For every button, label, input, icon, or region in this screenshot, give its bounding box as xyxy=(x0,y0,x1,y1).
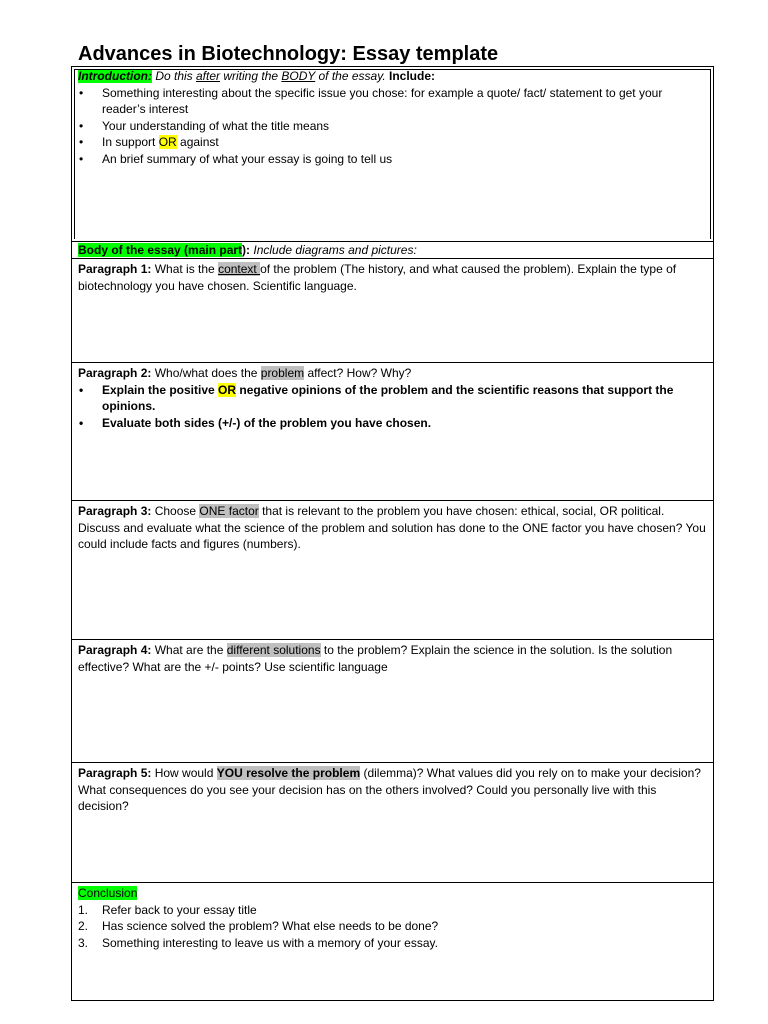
list-number: 2. xyxy=(78,919,89,933)
keyword-highlight: different solutions xyxy=(226,643,321,657)
body-section-header: Body of the essay (main part): Include diagrams and pictures: xyxy=(72,241,713,258)
list-item: 3. Something interesting to leave us with a memory of your essay. xyxy=(78,935,438,950)
paragraph-1-section: Paragraph 1: What is the context of the problem (The history, and what caused the problem). Explain the type of biotechnology you have chosen. Scientific language. xyxy=(72,258,713,362)
list-number: 1. xyxy=(78,902,89,917)
paragraph-4-section: Paragraph 4: What are the different solutions to the problem? Explain the science in the solution. Is the solution effective? What are the +/- points? Use scientific language xyxy=(72,639,713,762)
list-item: • Explain the positive OR negative opinions of the problem and the scientific reasons that support the opinions. xyxy=(79,382,674,413)
conclusion-list xyxy=(78,902,707,952)
keyword-highlight: problem xyxy=(260,366,305,380)
list-item: 2. Has science solved the problem? What else needs to be done? xyxy=(78,919,439,933)
conclusion-label: Conclusion xyxy=(78,886,138,900)
introduction-bullets xyxy=(78,85,707,168)
body-label: Body of the essay (main part xyxy=(78,243,243,257)
paragraph-label: Paragraph 1: xyxy=(78,262,152,276)
conclusion-section xyxy=(72,882,713,1002)
list-item: • An brief summary of what your essay is going to tell us xyxy=(79,151,393,166)
bullet-icon: • xyxy=(79,151,84,166)
introduction-instruction: Introduction: Do this after writing the BODY of the essay. Include: xyxy=(78,69,435,83)
bullet-icon: • xyxy=(79,415,84,430)
paragraph-label: Paragraph 2: xyxy=(78,366,152,380)
paragraph-2-section: Paragraph 2: Who/what does the problem affect? How? Why? • Explain the positive OR negative opinions of the problem and the scientific reasons that support the opinions. • Evaluate both sides (+/-) of the problem you have chosen. xyxy=(72,362,713,500)
list-item: • Something interesting about the specific issue you chose: for example a quote/ fact/ statement to get your reader’s interest xyxy=(79,85,663,116)
list-item: • In support OR against xyxy=(79,135,219,149)
list-item: • Evaluate both sides (+/-) of the problem you have chosen. xyxy=(79,415,432,430)
list-number: 3. xyxy=(78,935,89,950)
keyword-highlight: YOU resolve the problem xyxy=(216,766,361,780)
bullet-icon: • xyxy=(79,382,84,397)
paragraph-label: Paragraph 4: xyxy=(78,643,152,657)
paragraph-2-bullets xyxy=(78,382,707,432)
list-item: 1. Refer back to your essay title xyxy=(78,902,257,917)
introduction-section xyxy=(72,67,713,241)
essay-template-table xyxy=(71,66,714,1001)
bullet-icon: • xyxy=(79,135,84,149)
document-title: Advances in Biotechnology: Essay template xyxy=(78,43,499,65)
paragraph-label: Paragraph 5: xyxy=(78,766,152,780)
paragraph-5-section: Paragraph 5: How would YOU resolve the problem (dilemma)? What values did you rely on to make your decision? What consequences do you see your decision has on the others involved? Could you personally live with this decision? xyxy=(72,762,713,882)
keyword-highlight: ONE factor xyxy=(199,504,259,518)
paragraph-label: Paragraph 3: xyxy=(78,504,152,518)
paragraph-3-section: Paragraph 3: Choose ONE factor that is relevant to the problem you have chosen: ethical, social, OR political. Discuss and evaluate what the science of the problem and solution has done to the ONE factor you have chosen? You could include facts and figures (numbers). xyxy=(72,500,713,639)
bullet-icon: • xyxy=(79,118,84,133)
keyword-highlight: context xyxy=(218,262,261,276)
introduction-label: Introduction: xyxy=(78,69,152,83)
list-item: • Your understanding of what the title means xyxy=(79,118,330,133)
bullet-icon: • xyxy=(79,85,84,100)
